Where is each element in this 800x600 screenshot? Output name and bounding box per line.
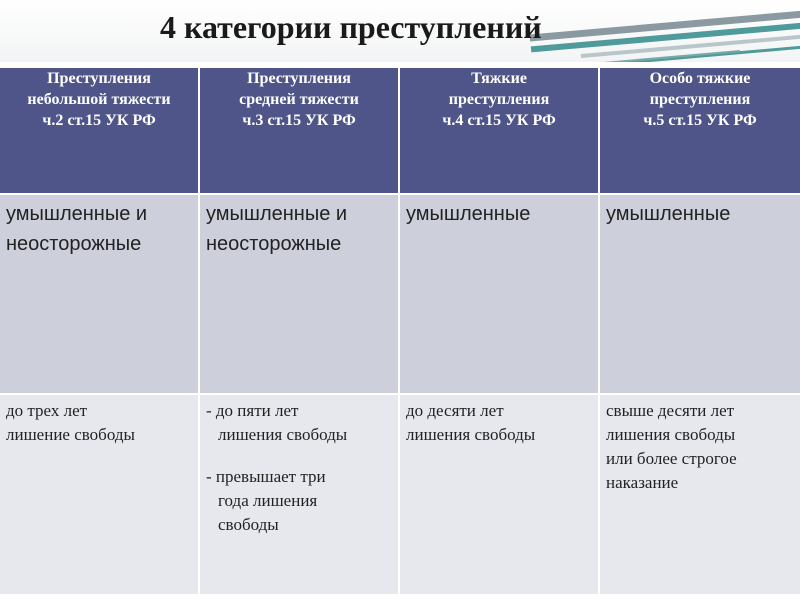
guilt-cell-grave: умышленные xyxy=(399,194,599,394)
term-cell-grave: до десяти лет лишения свободы xyxy=(399,394,599,594)
guilt-cell-medium: умышленные и неосторожные xyxy=(199,194,399,394)
term-bullet-exceeds-three: - превышает три года лишения свободы xyxy=(206,467,326,534)
term-bullet-five-years: - до пяти лет лишения свободы xyxy=(206,401,348,444)
header-medium-gravity: Преступления средней тяжести ч.3 ст.15 УК РФ xyxy=(199,68,399,194)
slide-title: 4 категории преступлений xyxy=(160,9,542,45)
header-grave: Тяжкие преступления ч.4 ст.15 УК РФ xyxy=(399,68,599,194)
punishment-term-row xyxy=(0,394,800,594)
crime-categories-table xyxy=(0,68,800,594)
term-cell-minor: до трех лет лишение свободы xyxy=(0,394,199,594)
header-row xyxy=(0,68,800,194)
term-cell-especially-grave: свыше десяти лет лишения свободы или более строгое наказание xyxy=(599,394,800,594)
guilt-form-row xyxy=(0,194,800,394)
decorative-stripes xyxy=(530,0,800,62)
guilt-cell-minor: умышленные и неосторожные xyxy=(0,194,199,394)
header-minor-gravity: Преступления небольшой тяжести ч.2 ст.15 УК РФ xyxy=(0,68,199,194)
header-especially-grave: Особо тяжкие преступления ч.5 ст.15 УК РФ xyxy=(599,68,800,194)
title-bar xyxy=(0,0,800,62)
guilt-cell-especially-grave: умышленные xyxy=(599,194,800,394)
term-cell-medium xyxy=(199,394,399,594)
